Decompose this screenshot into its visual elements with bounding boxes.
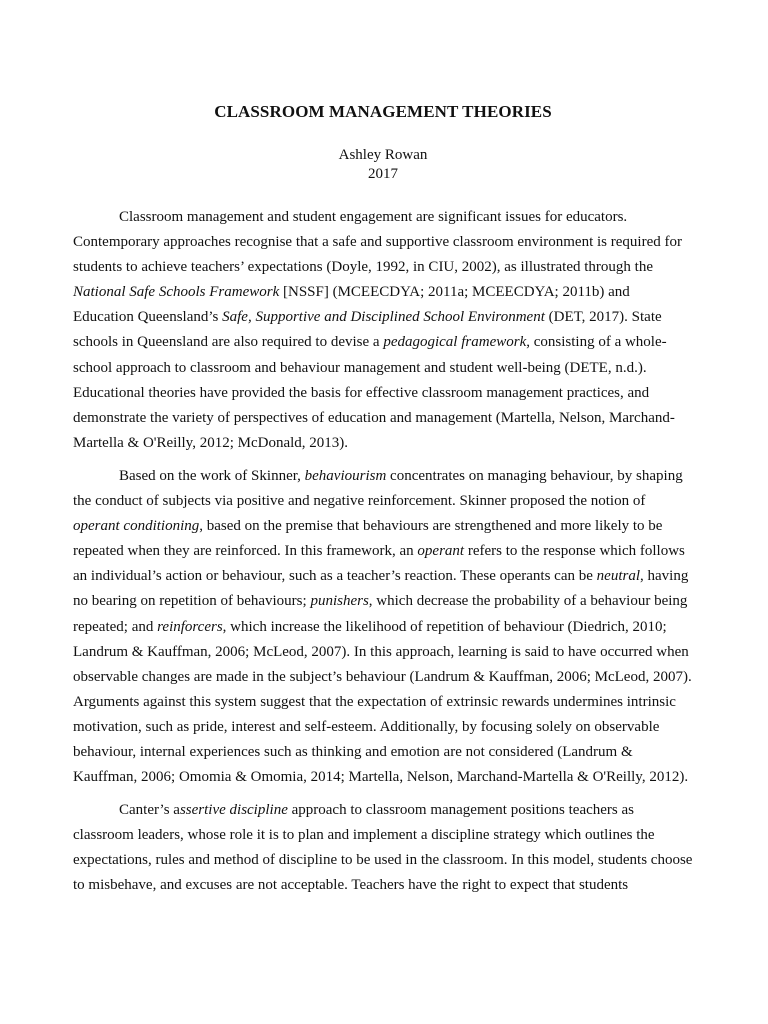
text-run: , based on the premise that behaviours are strengthened and more likely to be repeated when they are reinforced. In this framework, an bbox=[73, 518, 663, 560]
italic-term: punishers bbox=[310, 593, 369, 610]
italic-term: neutral bbox=[596, 568, 640, 585]
italic-term: reinforcers bbox=[157, 618, 223, 635]
italic-term: Safe, Supportive and Disciplined School Environment bbox=[222, 309, 545, 326]
text-run: Canter’s a bbox=[119, 802, 180, 819]
text-run: concentrates on managing behaviour, by shaping the conduct of subjects via positive and negative reinforcement. Skinner proposed the notion of bbox=[73, 467, 683, 510]
italic-term: ssertive discipline bbox=[179, 802, 288, 819]
italic-term: operant bbox=[417, 543, 465, 560]
author-name: Ashley Rowan bbox=[338, 147, 428, 163]
text-run: , having no bearing on repetition of behaviours; bbox=[73, 568, 689, 610]
text-run: , consisting of a whole-school approach to classroom and behaviour management and student well-being (DETE, n.d.). Educational theories have provided the basis for effective classroom management practices, and demonstrate the variety of perspectives of education and management (Martella, Nelson, Marchand-Martella & O'Reilly, 2012; McDonald, 2013). bbox=[73, 334, 675, 451]
italic-term: operant conditioning bbox=[73, 518, 200, 535]
text-run: Based on the work of Skinner, bbox=[119, 467, 305, 484]
text-run: (DET, 2017). State schools in Queensland are also required to devise a bbox=[73, 309, 662, 351]
italic-term: behaviourism bbox=[304, 467, 387, 484]
text-run: [NSSF] (MCEECDYA; 2011a; MCEECDYA; 2011b) and Education Queensland’s bbox=[73, 284, 630, 326]
italic-term: pedagogical framework bbox=[383, 334, 527, 351]
text-run: , which increase the likelihood of repetition of behaviour (Diedrich, 2010; Landrum & Kauffman, 2006; McLeod, 2007). In this approach, learning is said to have occurred when observable changes are made in the subject’s behaviour (Landrum & Kauffman, 2006; McLeod, 2007). Arguments against this system suggest that the expectation of extrinsic rewards undermines intrinsic motivation, such as pride, interest and self-esteem. Additionally, by focusing solely on observable behaviour, internal experiences such as thinking and emotion are not considered (Landrum & Kauffman, 2006; Omomia & Omomia, 2014; Martella, Nelson, Marchand-Martella & O'Reilly, 2012). bbox=[73, 618, 692, 786]
document-body bbox=[73, 205, 693, 899]
body-paragraph bbox=[73, 464, 693, 790]
text-run: refers to the response which follows an individual’s action or behaviour, such as a teacher’s reaction. These operants can be bbox=[73, 543, 685, 585]
italic-term: National Safe Schools Framework bbox=[73, 284, 280, 301]
text-run: , which decrease the probability of a behaviour being repeated; and bbox=[73, 593, 688, 635]
document-title: CLASSROOM MANAGEMENT THEORIES bbox=[214, 102, 552, 121]
byline bbox=[73, 146, 693, 184]
publication-year: 2017 bbox=[368, 166, 398, 182]
body-paragraph bbox=[73, 205, 693, 456]
body-paragraph bbox=[73, 798, 693, 898]
text-run: approach to classroom management positions teachers as classroom leaders, whose role it is to plan and implement a discipline strategy which outlines the expectations, rules and method of discipline to be used in the classroom. In this model, students choose to misbehave, and excuses are not acceptable. Teachers have the right to expect that students bbox=[73, 802, 693, 894]
text-run: Classroom management and student engagement are significant issues for educators. Contemporary approaches recognise that a safe and supportive classroom environment is required for students to achieve teachers’ expectations (Doyle, 1992, in CIU, 2002), as illustrated through the bbox=[73, 209, 682, 276]
